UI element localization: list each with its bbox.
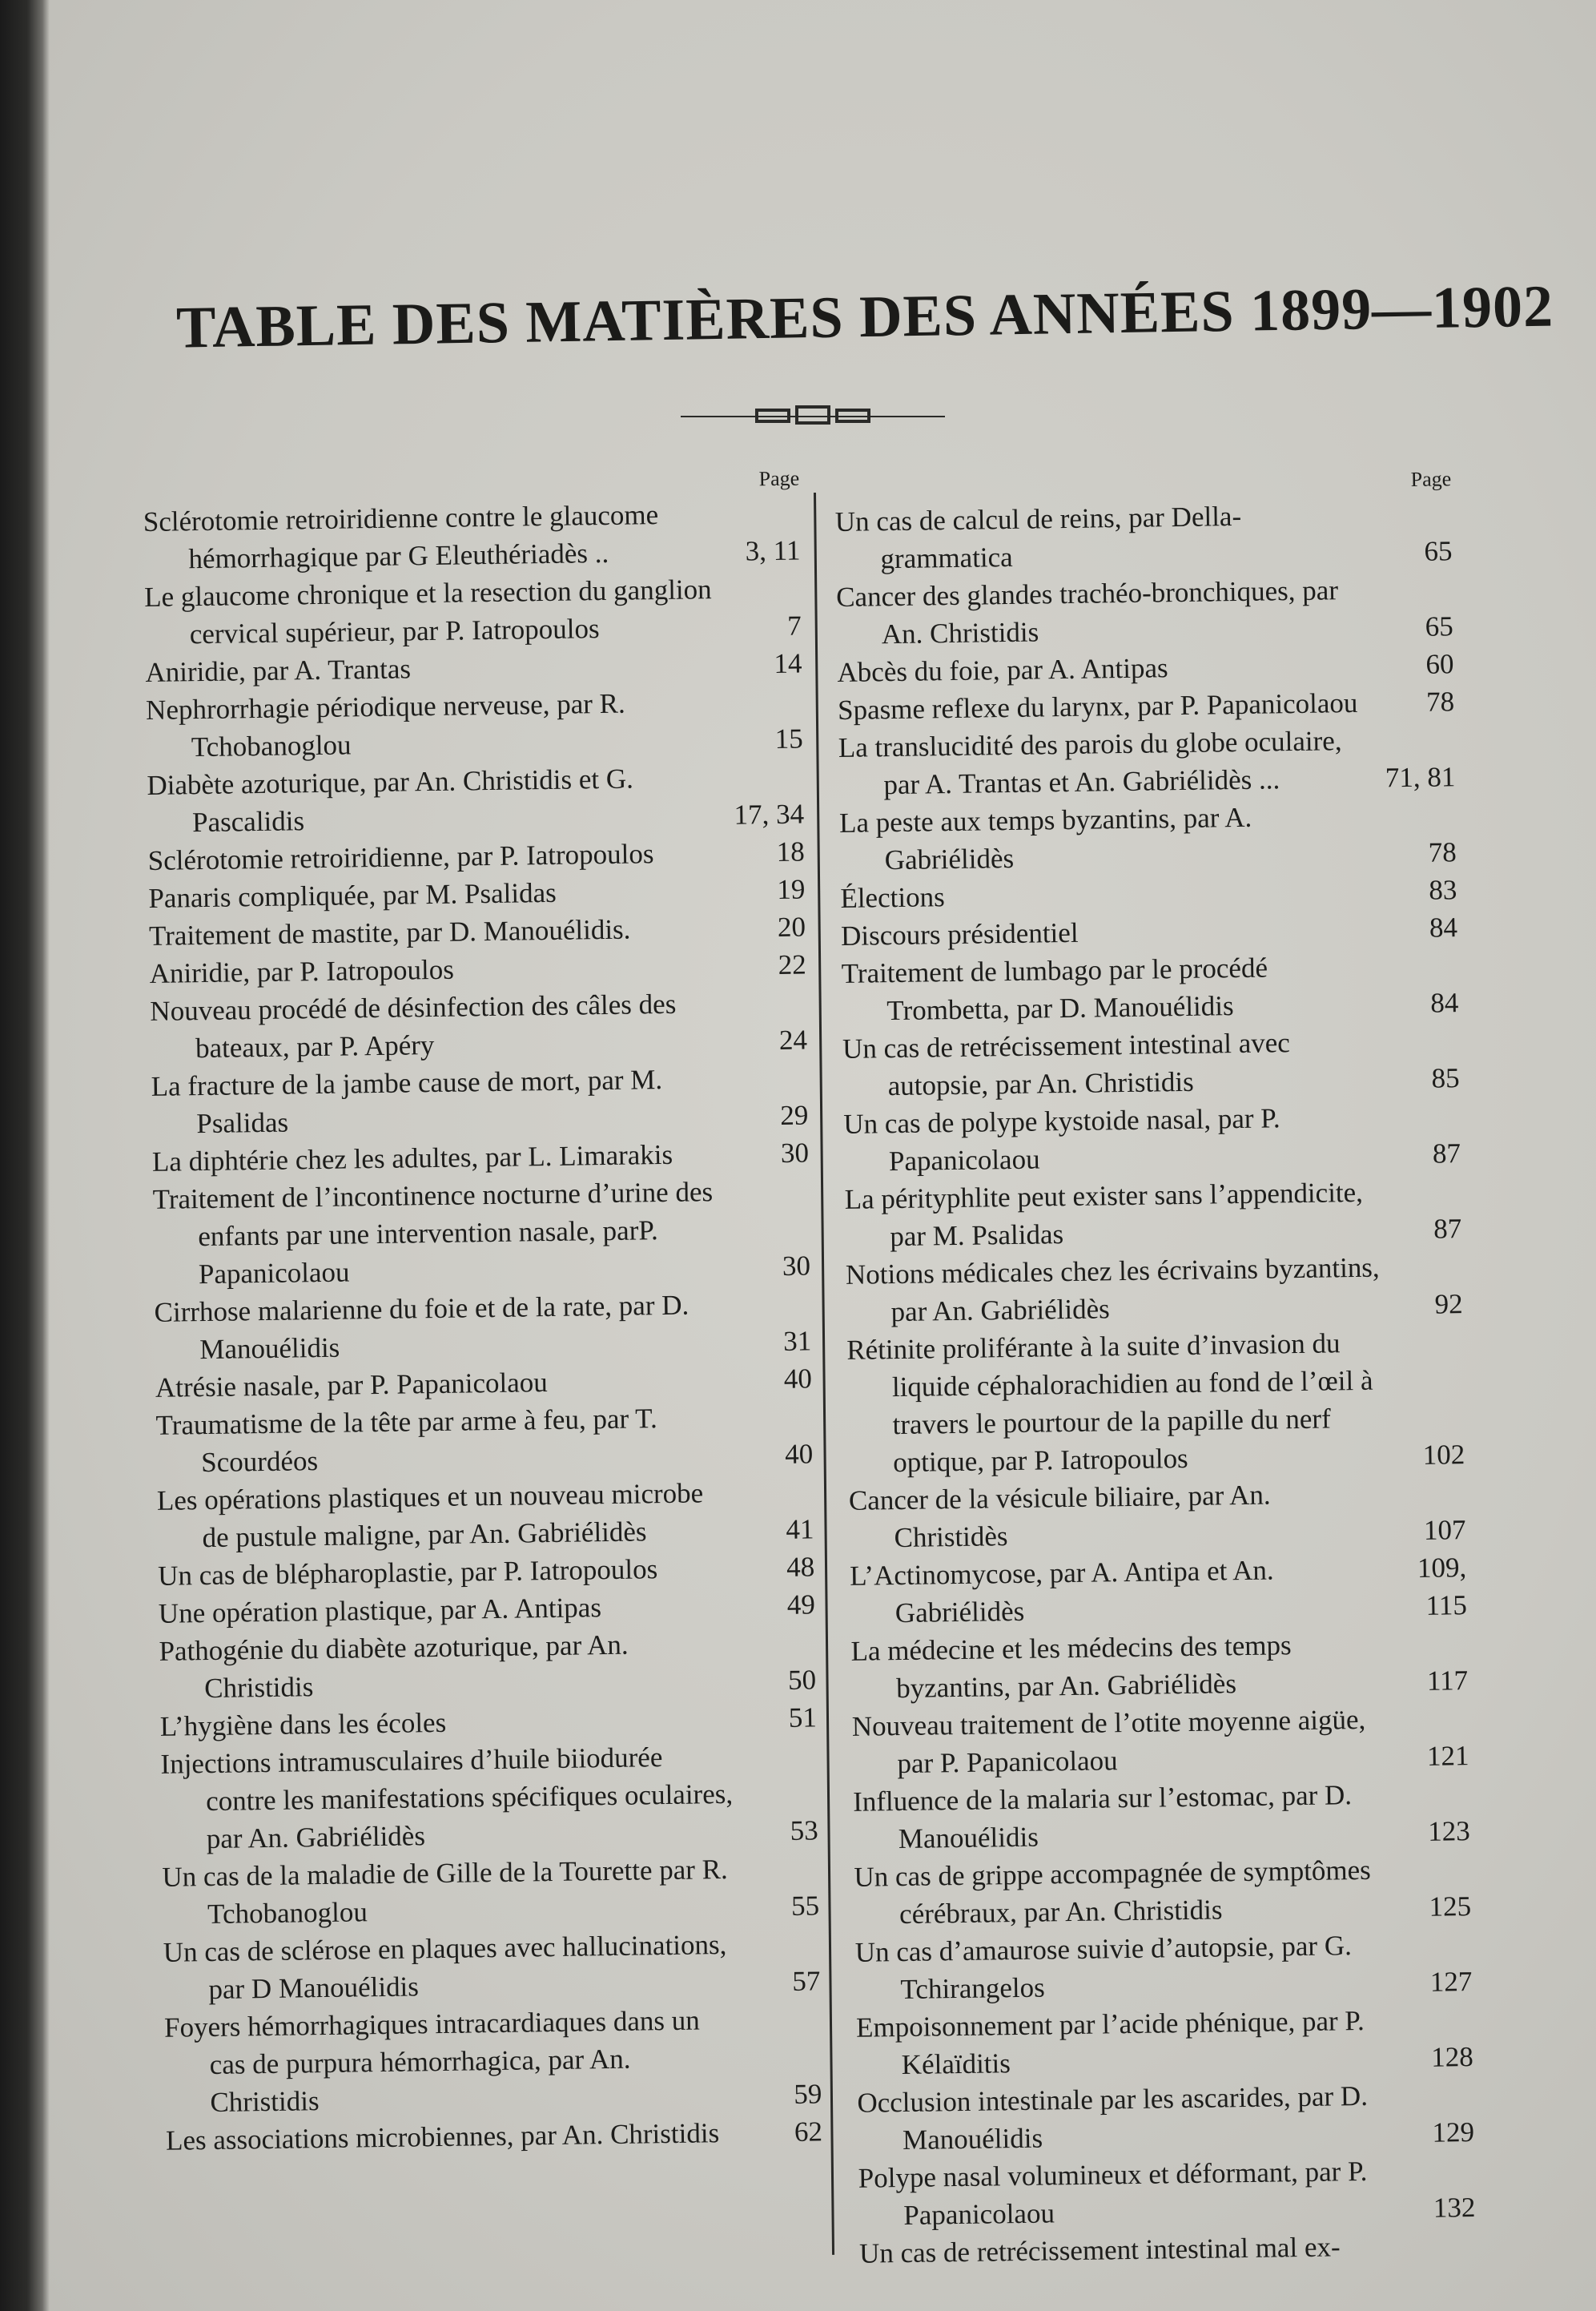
toc-entry bbox=[159, 1623, 816, 1707]
toc-entry-page: 65 bbox=[1424, 535, 1453, 567]
ornament-divider-icon bbox=[681, 401, 945, 433]
toc-entry bbox=[144, 570, 802, 654]
toc-entry-title: Cirrhose malarienne du foie et de la rate, par D. Manouélidis bbox=[154, 1289, 689, 1366]
toc-entry bbox=[850, 1624, 1468, 1708]
toc-entry-page: 107 bbox=[1423, 1514, 1466, 1546]
toc-entry-title: Les opérations plastiques et un nouveau microbe de pustule maligne, par An. Gabriélidès bbox=[156, 1477, 704, 1554]
toc-entry-title: Le glaucome chronique et la resection du ganglion cervical supérieur, par P. Iatropoulos bbox=[143, 574, 712, 650]
toc-entry-page: 129 bbox=[1432, 2116, 1475, 2148]
toc-entry-title: Spasme reflexe du larynx, par P. Papanicolaou bbox=[837, 686, 1358, 726]
toc-entry-page: 57 bbox=[792, 1965, 821, 1997]
toc-entry-title: Un cas de la maladie de Gille de la Tourette par R. Tchobanoglou bbox=[162, 1853, 729, 1931]
toc-entry-page: 20 bbox=[777, 911, 806, 943]
toc-entry-page: 22 bbox=[778, 948, 806, 980]
toc-entry-title: L’hygiène dans les écoles bbox=[159, 1706, 447, 1742]
toc-entry-title: Traitement de mastite, par D. Manouélidis. bbox=[148, 913, 631, 952]
toc-entry-page: 48 bbox=[786, 1551, 815, 1583]
toc-entry-page: 60 bbox=[1425, 648, 1454, 680]
toc-entry-title: Sclérotomie retroiridienne, par P. Iatropoulos bbox=[147, 838, 654, 876]
toc-entry-title: Occlusion intestinale par les ascarides, par D. Manouélidis bbox=[857, 2079, 1369, 2156]
toc-entry-page: 127 bbox=[1429, 1966, 1473, 1998]
toc-entry-page: 78 bbox=[1428, 836, 1457, 868]
page-title: TABLE DES MATIÈRES DES ANNÉES 1899—1902 bbox=[175, 273, 1554, 361]
toc-entry-title: La diphtérie chez les adultes, par L. Limarakis bbox=[151, 1138, 673, 1178]
toc-entry-title: La peste aux temps byzantins, par A. Gabriélidès bbox=[838, 801, 1252, 876]
toc-entry-page: 84 bbox=[1429, 912, 1458, 944]
toc-entry-page: 14 bbox=[774, 647, 802, 680]
toc-entry bbox=[849, 1473, 1466, 1557]
toc-entry bbox=[839, 795, 1457, 880]
toc-entry bbox=[856, 2000, 1473, 2084]
toc-entry-page: 71, 81 bbox=[1385, 761, 1456, 794]
left-column bbox=[143, 464, 822, 2160]
toc-entry-page: 50 bbox=[787, 1664, 817, 1696]
toc-entry-page: 85 bbox=[1431, 1062, 1460, 1094]
toc-entry bbox=[163, 1924, 820, 2008]
toc-entry-title: La médecine et les médecins des temps byzantins, par An. Gabriélidès bbox=[850, 1629, 1292, 1705]
toc-entry-page: 83 bbox=[1429, 874, 1457, 906]
toc-entry-title: Aniridie, par P. Iatropoulos bbox=[149, 953, 455, 989]
toc-entry-title: Les associations microbiennes, par An. Christidis bbox=[165, 2117, 720, 2156]
toc-entry-page: 19 bbox=[777, 873, 806, 905]
toc-entry-page: 65 bbox=[1425, 610, 1454, 642]
toc-entry bbox=[857, 2075, 1474, 2160]
toc-entry bbox=[841, 946, 1458, 1030]
toc-entry-title: Un cas de grippe accompagnée de symptômes cérébraux, par An. Christidis bbox=[854, 1854, 1372, 1931]
toc-entry-page: 30 bbox=[782, 1250, 811, 1282]
toc-entry-title: Cancer de la vésicule biliaire, par An. Christidès bbox=[848, 1479, 1271, 1554]
toc-entry bbox=[151, 1058, 808, 1142]
toc-entry-title: Injections intramusculaires d’huile biiodurée contre les manifestations spécifiques oculaires, par An. Gabriélidès bbox=[160, 1741, 734, 1855]
toc-entry-title: Un cas de retrécissement intestinal mal ex- bbox=[858, 2231, 1341, 2269]
toc-entry bbox=[850, 1548, 1467, 1633]
toc-entry-page: 30 bbox=[780, 1137, 810, 1169]
toc-entry bbox=[838, 720, 1455, 804]
toc-entry-page: 7 bbox=[786, 610, 802, 642]
toc-entry bbox=[155, 1397, 813, 1481]
right-column bbox=[834, 464, 1476, 2273]
toc-entry-page: 87 bbox=[1433, 1213, 1462, 1245]
toc-entry bbox=[835, 494, 1453, 578]
toc-entry-page: 92 bbox=[1434, 1288, 1463, 1320]
book-spine-shadow bbox=[0, 0, 50, 2311]
toc-entry-title: Traumatisme de la tête par arme à feu, par T. Scourdéos bbox=[155, 1403, 658, 1479]
toc-entry bbox=[157, 1472, 814, 1556]
toc-entry bbox=[853, 1774, 1470, 1858]
toc-entry-title: Un cas de sclérose en plaques avec hallucinations, par D Manouélidis bbox=[163, 1928, 727, 2006]
toc-entry-page: 109, 115 bbox=[1417, 1552, 1468, 1621]
toc-entry-page: 87 bbox=[1432, 1137, 1461, 1170]
toc-entry bbox=[858, 2151, 1475, 2235]
toc-entry-page bbox=[1402, 2264, 1476, 2265]
toc-entry-page: 59 bbox=[794, 2078, 822, 2110]
toc-entry-title: Un cas de calcul de reins, par Della-grammatica bbox=[834, 500, 1242, 575]
toc-entry bbox=[843, 1097, 1461, 1181]
toc-entry-title: Traitement de lumbago par le procédé Trombetta, par D. Manouélidis bbox=[841, 952, 1268, 1027]
toc-entry bbox=[854, 1925, 1472, 2009]
toc-entry-page: 29 bbox=[780, 1099, 809, 1131]
toc-entry-page: 55 bbox=[790, 1890, 820, 1922]
toc-entry-title: Atrésie nasale, par P. Papanicolaou bbox=[155, 1367, 549, 1403]
toc-entry-page: 121 bbox=[1426, 1740, 1469, 1772]
toc-entry-page: 62 bbox=[794, 2116, 823, 2148]
toc-entry bbox=[146, 682, 803, 767]
toc-entry bbox=[152, 1171, 810, 1293]
toc-entry-page: 31 bbox=[782, 1325, 812, 1357]
toc-entry-title: Élections bbox=[840, 881, 945, 914]
toc-entry-title: Diabète azoturique, par An. Christidis et G. Pascalidis bbox=[147, 763, 634, 839]
toc-entry-page: 78 bbox=[1425, 686, 1455, 718]
toc-entry-title: Un cas de polype kystoide nasal, par P. Papanicolaou bbox=[843, 1102, 1280, 1178]
toc-entry-title: Un cas de blépharoplastie, par P. Iatropoulos bbox=[157, 1553, 658, 1592]
toc-entry-page: 15 bbox=[774, 723, 803, 755]
page-column-header: Page bbox=[758, 466, 800, 491]
toc-entry-title: Nouveau traitement de l’otite moyenne aigüe, par P. Papanicolaou bbox=[851, 1703, 1366, 1780]
toc-entry-page: 117 bbox=[1426, 1665, 1469, 1697]
toc-entry bbox=[859, 2226, 1477, 2273]
toc-entry-page: 17, 34 bbox=[734, 798, 805, 831]
toc-entry-title: Aniridie, par A. Trantas bbox=[145, 653, 412, 688]
toc-entry-page: 49 bbox=[786, 1588, 816, 1621]
toc-entry-title: Un cas d’amaurose suivie d’autopsie, par G. Tchirangelos bbox=[854, 1930, 1353, 2006]
toc-entry-title: Panaris compliquée, par M. Psalidas bbox=[148, 876, 557, 914]
toc-entry bbox=[143, 494, 801, 578]
toc-entry-title: Abcès du foie, par A. Antipas bbox=[837, 652, 1168, 688]
toc-entry bbox=[842, 1021, 1460, 1105]
toc-entry-page: 128 bbox=[1430, 2041, 1473, 2073]
toc-entry-title: Notions médicales chez les écrivains byzantins, par An. Gabriélidès bbox=[845, 1251, 1380, 1328]
toc-entry bbox=[852, 1699, 1469, 1783]
toc-entry-page: 125 bbox=[1429, 1890, 1472, 1922]
toc-entry bbox=[162, 1849, 819, 1933]
toc-entry bbox=[154, 1284, 811, 1368]
toc-entry-title: Nouveau procédé de désinfection des câles des bateaux, par P. Apéry bbox=[150, 988, 677, 1065]
toc-entry bbox=[854, 1850, 1471, 1934]
toc-entry-page: 18 bbox=[776, 835, 805, 868]
page-column-header: Page bbox=[1410, 467, 1452, 491]
toc-entry-page: 84 bbox=[1430, 987, 1459, 1019]
toc-entry bbox=[147, 758, 804, 842]
toc-entry-page: 40 bbox=[784, 1438, 814, 1470]
toc-entry-page: 102 bbox=[1422, 1439, 1465, 1471]
toc-entry bbox=[166, 2112, 823, 2159]
toc-entry-title: Pathogénie du diabète azoturique, par An. Christidis bbox=[159, 1629, 629, 1705]
toc-entry-page: 24 bbox=[778, 1024, 808, 1056]
toc-entry bbox=[160, 1736, 818, 1858]
toc-entry-page: 132 bbox=[1433, 2192, 1476, 2224]
toc-entry bbox=[844, 1172, 1461, 1256]
toc-entry-page: 53 bbox=[790, 1814, 819, 1846]
toc-entry-page: 41 bbox=[786, 1513, 814, 1545]
toc-entry-page: 123 bbox=[1427, 1815, 1471, 1847]
toc-entry-title: La translucidité des parois du globe oculaire, par A. Trantas et An. Gabriélidès ... bbox=[838, 725, 1342, 801]
toc-entry-title: Foyers hémorrhagiques intracardiaques dans un cas de purpura hémorrhagica, par An. Christidis bbox=[163, 2004, 701, 2119]
toc-entry-title: Influence de la malaria sur l’estomac, par D. Manouélidis bbox=[852, 1779, 1353, 1855]
toc-entry-title: Empoisonnement par l’acide phénique, par P. Kélaïditis bbox=[855, 2004, 1365, 2081]
toc-entry-title: La pérityphlite peut exister sans l’appendicite, par M. Psalidas bbox=[844, 1176, 1364, 1253]
toc-entry-page: 40 bbox=[783, 1363, 813, 1395]
toc-entry-title: Cancer des glandes trachéo-bronchiques, par An. Christidis bbox=[835, 574, 1339, 650]
toc-entry-title: Nephrorrhagie périodique nerveuse, par R. Tchobanoglou bbox=[145, 687, 626, 763]
toc-entry-title: Rétinite proliférante à la suite d’invasion du liquide céphalorachidien au fond de l’œil à travers le pourtour de la papille du nerf optique, par P. Iatropoulos bbox=[846, 1327, 1373, 1479]
toc-entry-title: Polype nasal volumineux et déformant, par P. Papanicolaou bbox=[858, 2155, 1368, 2232]
toc-entry-title: Traitement de l’incontinence nocturne d’urine des enfants par une intervention nasale, parP. Papanicolaou bbox=[152, 1176, 714, 1290]
toc-entry-page: 51 bbox=[788, 1701, 818, 1733]
toc-entry bbox=[846, 1323, 1465, 1482]
toc-entry-title: Une opération plastique, par A. Antipas bbox=[158, 1592, 602, 1629]
toc-entry-title: La fracture de la jambe cause de mort, par M. Psalidas bbox=[151, 1064, 663, 1140]
toc-entry-title: L’Actinomycose, par A. Antipa et An. Gabriélidès bbox=[849, 1554, 1274, 1629]
toc-entry-title: Un cas de retrécissement intestinal avec autopsie, par An. Christidis bbox=[842, 1027, 1291, 1102]
toc-entry-title: Sclérotomie retroiridienne contre le glaucome hémorrhagique par G Eleuthériadès .. bbox=[143, 499, 659, 575]
toc-entry bbox=[164, 1999, 822, 2121]
toc-entry bbox=[836, 570, 1453, 654]
toc-entry-title: Discours présidentiel bbox=[840, 916, 1079, 952]
toc-entry bbox=[846, 1247, 1463, 1331]
toc-entry bbox=[150, 983, 807, 1067]
toc-entry-page: 3, 11 bbox=[745, 534, 801, 567]
